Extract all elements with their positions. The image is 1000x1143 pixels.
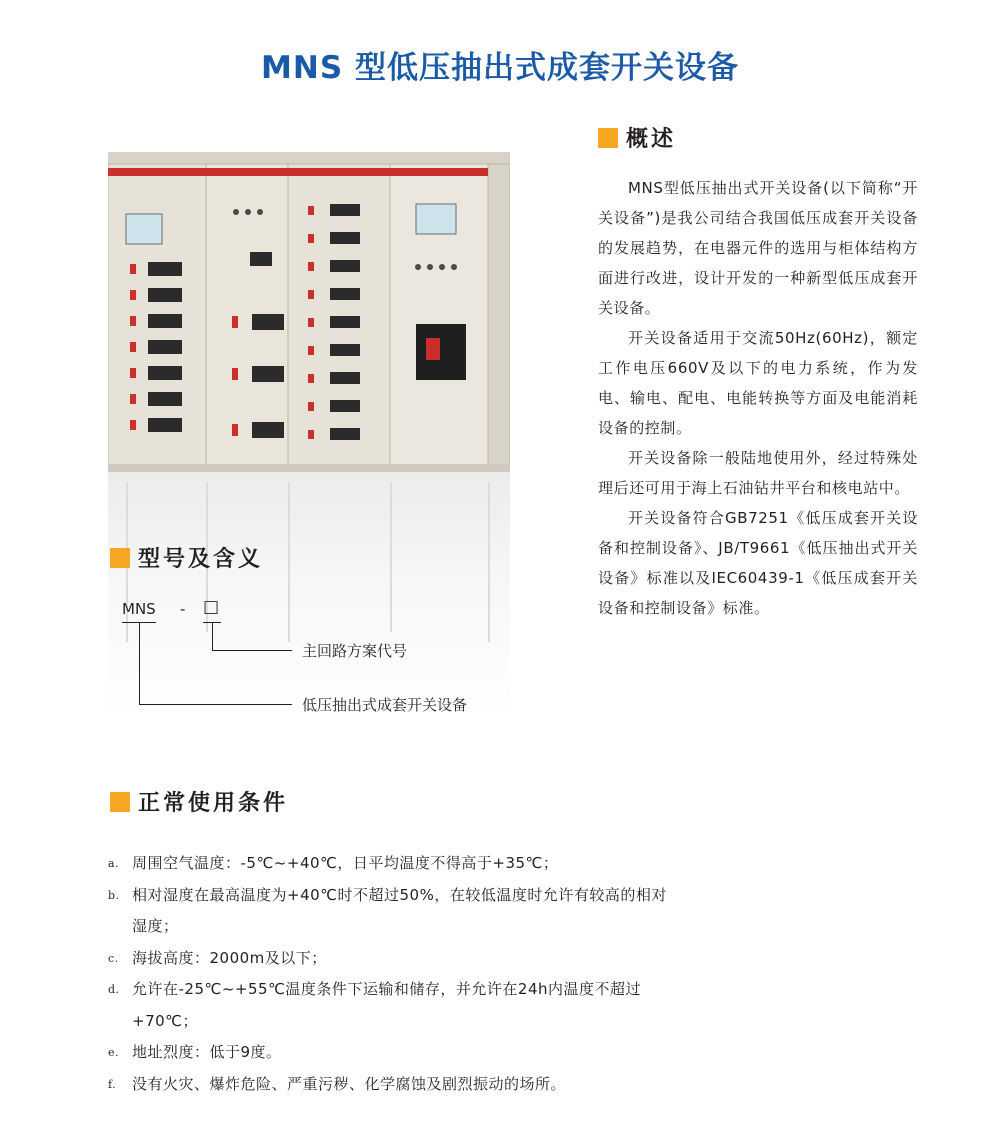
photo-reflection (108, 467, 510, 717)
bullet-square-icon (110, 548, 130, 568)
list-item: e. 地址烈度：低于9度。 (108, 1043, 282, 1061)
overview-body (598, 173, 918, 623)
bullet-square-icon (598, 128, 618, 148)
bullet-square-icon (110, 792, 130, 812)
model-label-scheme: 主回路方案代号 (302, 642, 408, 660)
cabinet-drawing (108, 152, 510, 482)
list-item: a. 周围空气温度：-5℃~+40℃，日平均温度不得高于+35℃； (108, 854, 559, 872)
model-box: □ (203, 597, 220, 617)
overview-paragraph: 开关设备适用于交流50Hz(60Hz)，额定工作电压660V及以下的电力系统，作为发电、输电、配电、电能转换等方面及电能消耗设备的控制。 (598, 329, 918, 437)
model-dash: - (180, 600, 186, 618)
overview-heading (598, 122, 676, 153)
conditions-heading (110, 786, 288, 817)
overview-paragraph: 开关设备除一般陆地使用外，经过特殊处理后还可用于海上石油钻井平台和核电站中。 (598, 449, 918, 497)
list-item: c. 海拔高度：2000m及以下； (108, 948, 327, 967)
page-title: MNS 型低压抽出式成套开关设备 (261, 50, 739, 86)
model-heading (110, 542, 263, 573)
conditions-heading-text: 正常使用条件 (138, 791, 289, 816)
model-label-product: 低压抽出式成套开关设备 (302, 696, 468, 714)
switchgear-photo (108, 152, 510, 717)
overview-heading-text: 概述 (626, 127, 677, 152)
model-code: MNS (122, 600, 156, 618)
model-heading-text: 型号及含义 (138, 547, 264, 572)
conditions-list (108, 848, 668, 1100)
overview-paragraph: MNS型低压抽出式开关设备(以下简称“开关设备”)是我公司结合我国低压成套开关设备的发展趋势，在电器元件的选用与柜体结构方面进行改进，设计开发的一种新型低压成套开关设备。 (598, 179, 918, 317)
list-item: b. 相对湿度在最高温度为+40℃时不超过50%，在较低温度时允许有较高的相对湿度； (108, 885, 667, 935)
list-item: f. 没有火灾、爆炸危险、严重污秽、化学腐蚀及剧烈振动的场所。 (108, 1074, 567, 1093)
overview-paragraph: 开关设备符合GB7251《低压成套开关设备和控制设备》、JB/T9661《低压抽出式开关设备》标准以及IEC60439-1《低压成套开关设备和控制设备》标准。 (598, 509, 918, 617)
list-item: d. 允许在-25℃~+55℃温度条件下运输和储存，并允许在24h内温度不超过+70℃； (108, 980, 642, 1030)
